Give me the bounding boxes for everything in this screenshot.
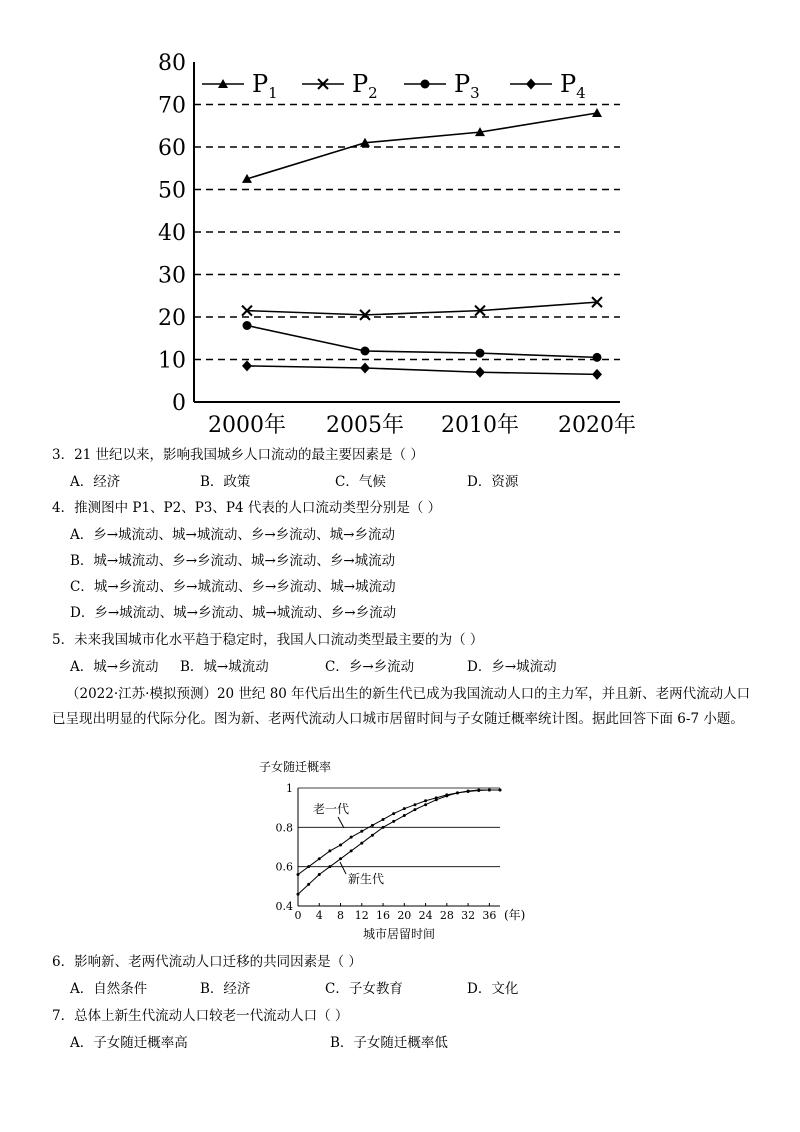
- series-label-old-generation: 老一代: [313, 802, 350, 816]
- x-tick-label: 8: [337, 909, 345, 922]
- question-5-stem: 5．未来我国城市化水平趋于稳定时，我国人口流动类型最主要的为（ ）: [52, 632, 484, 648]
- x-tick-label: 20: [397, 909, 412, 922]
- y-tick-label: 0.8: [275, 821, 293, 835]
- point: [318, 873, 321, 876]
- passage: （2022·江苏·模拟预测）20 世纪 80 年代后出生的新生代已成为我国流动人口的主力军，并且新、老两代流动人口已呈现出明显的代际分化。图为新、老两代流动人口城市居留时间与子女随迁概率统计图。据此回答下面 6-7 小题。: [52, 686, 751, 727]
- point-p3: [243, 321, 252, 330]
- point: [488, 788, 491, 791]
- x-tick-label: 2010年: [441, 413, 519, 438]
- question-3-stem: 3．21 世纪以来，影响我国城乡人口流动的最主要因素是（ ）: [52, 447, 424, 463]
- point: [499, 788, 502, 791]
- point: [318, 857, 321, 860]
- series-line-p3: [247, 326, 597, 358]
- series-label-new-generation: 新生代: [348, 872, 385, 886]
- point: [360, 830, 363, 833]
- question-6-option-a: A．自然条件: [70, 981, 148, 997]
- point: [297, 893, 300, 896]
- point: [382, 826, 385, 829]
- y-tick-label: 70: [158, 93, 186, 119]
- question-7-option-a: A．子女随迁概率高: [70, 1035, 188, 1051]
- y-tick-label: 0.6: [275, 860, 293, 874]
- question-3-option-b: B．政策: [200, 474, 251, 490]
- legend-label: $P_3$: [454, 70, 480, 102]
- point: [413, 803, 416, 806]
- series-line-p4: [247, 366, 597, 375]
- x-tick-label: 24: [418, 909, 433, 922]
- point: [456, 791, 459, 794]
- point: [392, 820, 395, 823]
- point-p4: [360, 363, 370, 374]
- point: [350, 836, 353, 839]
- question-4-option-b: B．城→城流动、乡→乡流动、城→乡流动、乡→城流动: [70, 553, 396, 569]
- x-axis-unit: (年): [504, 908, 526, 922]
- y-tick-label: 1: [286, 782, 293, 795]
- point: [477, 788, 480, 791]
- point: [307, 883, 310, 886]
- question-4-option-a: A．乡→城流动、城→城流动、乡→乡流动、城→乡流动: [70, 527, 395, 543]
- question-5-option-a: A．城→乡流动: [70, 659, 159, 675]
- y-axis-title: 子女随迁概率: [259, 760, 332, 774]
- x-tick-label: 12: [354, 909, 369, 922]
- point: [350, 849, 353, 852]
- point: [297, 873, 300, 876]
- population-flow-line-chart: [150, 48, 650, 438]
- point: [403, 814, 406, 817]
- y-tick-label: 0.4: [275, 900, 293, 913]
- x-tick-label: 36: [482, 909, 497, 922]
- series-line-p1: [247, 113, 597, 179]
- y-tick-label: 60: [158, 136, 186, 161]
- point: [328, 865, 331, 868]
- legend-marker: [526, 79, 536, 90]
- point: [424, 799, 427, 802]
- question-3-option-d: D．资源: [467, 474, 519, 490]
- question-4-option-c: C．城→乡流动、乡→城流动、乡→乡流动、城→城流动: [70, 579, 396, 595]
- point: [339, 844, 342, 847]
- point: [424, 803, 427, 806]
- legend-label: $P_1$: [252, 70, 278, 102]
- question-6-option-d: D．文化: [467, 981, 519, 997]
- x-tick-label: 32: [461, 909, 476, 922]
- point: [445, 794, 448, 797]
- point: [382, 818, 385, 821]
- point-p3: [593, 353, 602, 362]
- x-tick-label: 16: [376, 909, 391, 922]
- question-4-option-d: D．乡→城流动、城→乡流动、城→城流动、乡→乡流动: [70, 605, 397, 621]
- y-tick-label: 80: [158, 51, 186, 76]
- x-tick-label: 2005年: [326, 413, 404, 438]
- question-4-stem: 4．推测图中 P1、P2、P3、P4 代表的人口流动类型分别是（ ）: [52, 500, 442, 516]
- legend-label: $P_2$: [352, 70, 378, 102]
- y-tick-label: 20: [158, 306, 186, 331]
- point: [339, 857, 342, 860]
- y-tick-label: 40: [158, 221, 186, 246]
- child-migration-probability-chart: [255, 758, 545, 948]
- x-tick-label: 2000年: [208, 413, 286, 438]
- point-p3: [476, 349, 485, 358]
- question-6-option-c: C．子女教育: [325, 981, 403, 997]
- point: [435, 798, 438, 801]
- point: [371, 824, 374, 827]
- point: [371, 834, 374, 837]
- legend-marker: [421, 80, 430, 89]
- point: [328, 849, 331, 852]
- question-5-option-d: D．乡→城流动: [467, 659, 557, 675]
- x-tick-label: 2020年: [558, 413, 636, 438]
- question-7-option-b: B．子女随迁概率低: [330, 1035, 448, 1051]
- point: [307, 865, 310, 868]
- leader-line: [340, 862, 346, 874]
- point-p4: [475, 367, 485, 378]
- x-tick-label: 4: [315, 909, 323, 922]
- point: [413, 808, 416, 811]
- question-6-option-b: B．经济: [200, 981, 251, 997]
- question-7-stem: 7．总体上新生代流动人口较老一代流动人口（ ）: [52, 1008, 349, 1024]
- question-5-option-c: C．乡→乡流动: [325, 659, 415, 675]
- legend-label: $P_4$: [560, 70, 586, 102]
- y-tick-label: 30: [158, 263, 186, 289]
- y-tick-label: 10: [158, 348, 186, 374]
- point: [467, 789, 470, 792]
- question-5-option-b: B．城→城流动: [180, 659, 269, 675]
- question-6-stem: 6．影响新、老两代流动人口迁移的共同因素是（ ）: [52, 954, 362, 970]
- question-3-option-c: C．气候: [335, 474, 386, 490]
- x-tick-label: 0: [294, 909, 302, 922]
- y-tick-label: 50: [158, 178, 186, 204]
- point-p4: [592, 369, 602, 380]
- x-tick-label: 28: [439, 909, 454, 922]
- question-3-option-a: A．经济: [70, 474, 121, 490]
- leader-line: [338, 817, 344, 828]
- y-tick-label: 0: [172, 391, 186, 416]
- x-axis-title: 城市居留时间: [362, 927, 436, 941]
- point-p1: [592, 108, 602, 117]
- point-p3: [361, 347, 370, 356]
- point: [360, 842, 363, 845]
- point-p4: [242, 360, 252, 371]
- point: [403, 807, 406, 810]
- series-line-p2: [247, 302, 597, 315]
- point: [392, 812, 395, 815]
